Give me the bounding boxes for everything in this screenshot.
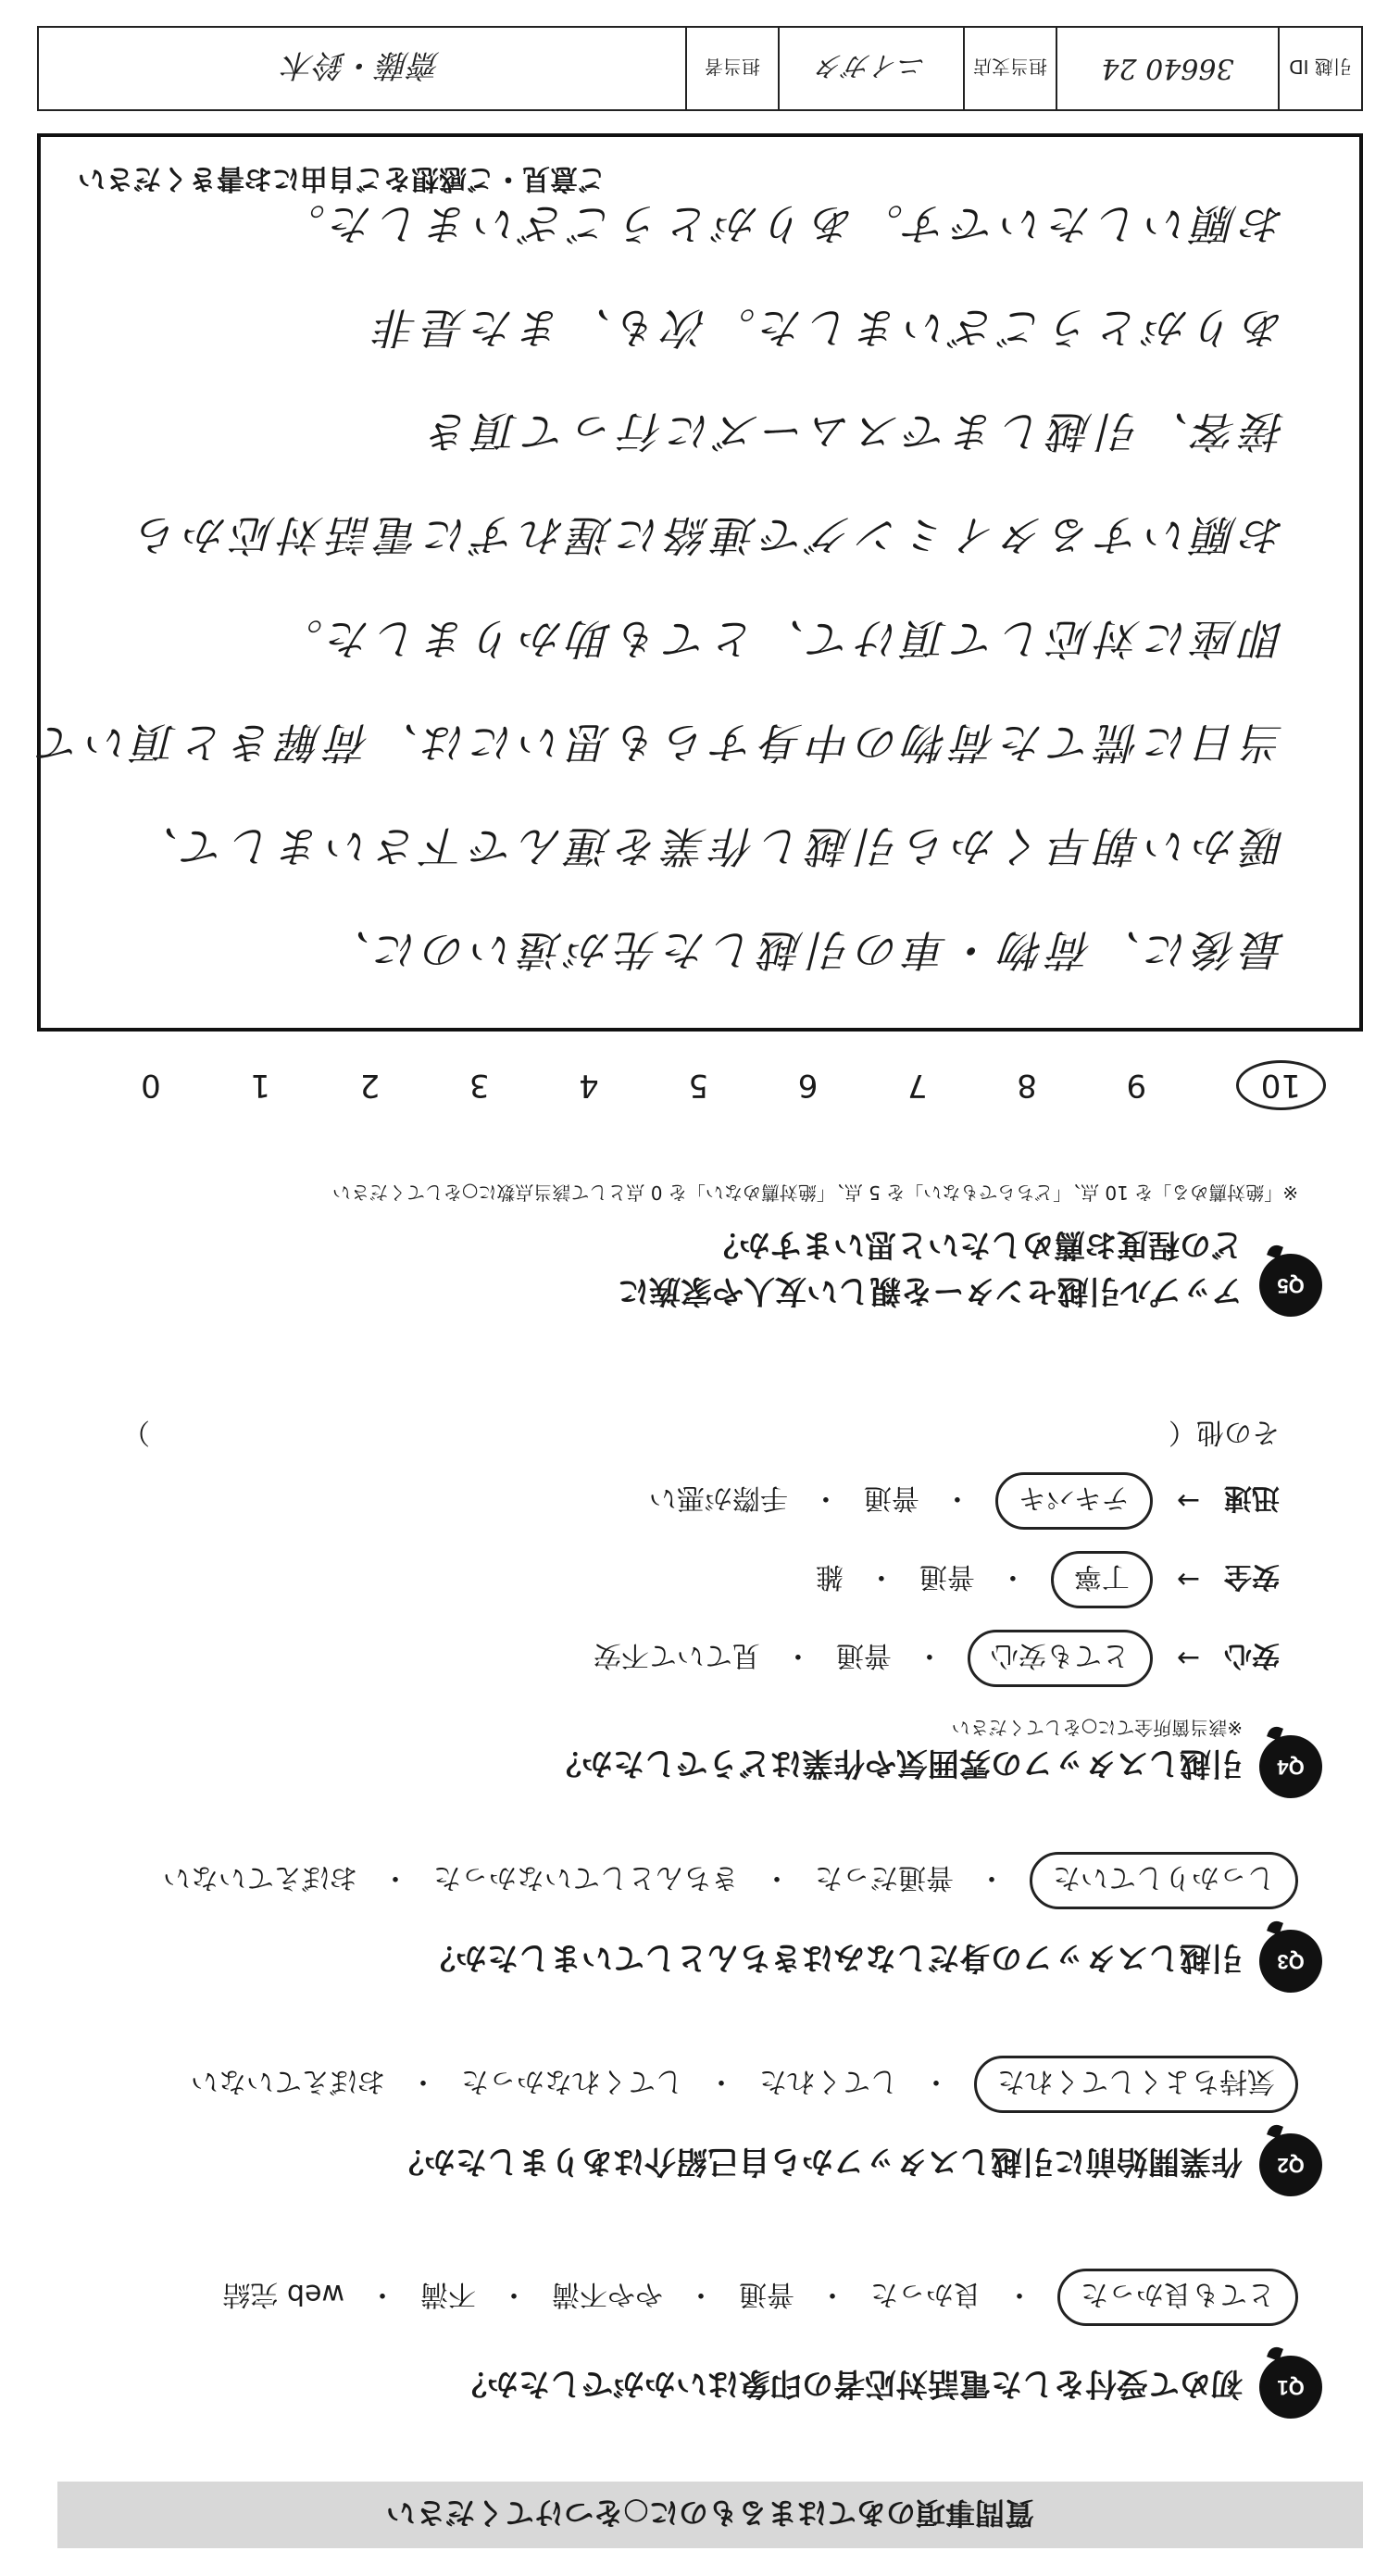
option[interactable]: 普通 — [863, 1482, 919, 1514]
option[interactable]: 手際が悪い — [648, 1482, 788, 1514]
option[interactable]: 普通 — [919, 1560, 975, 1593]
option[interactable]: 普通 — [835, 1639, 892, 1671]
q2-options: 気持ちよくしてくれた ・ してくれた ・ してくれなかった ・ おぼえていない — [191, 2056, 1298, 2113]
option[interactable]: やや不満 — [552, 2278, 663, 2310]
q5-text-line2: どの程度お薦めしたいと思いますか？ — [707, 1226, 1243, 1263]
scale-8[interactable]: 8 — [1017, 1067, 1037, 1104]
option[interactable]: きちんとしていなかった — [433, 1861, 739, 1894]
q4-row-anshin: 安心 → とても安心 ・ 普通 ・ 見ていて不安 — [594, 1630, 1280, 1687]
comment-box — [33, 133, 1363, 1032]
q1-options: とても良かった ・ 良かった ・ 普通 ・ やや不満 ・ 不満 ・ web 完結 — [222, 2269, 1298, 2326]
scale-5[interactable]: 5 — [688, 1067, 709, 1104]
nps-scale — [141, 1053, 1326, 1118]
id-label: 引越 ID — [1278, 28, 1361, 109]
q4-other — [122, 1415, 1280, 1456]
option[interactable]: 気持ちよくしてくれた — [974, 2056, 1298, 2113]
scale-1[interactable]: 1 — [250, 1067, 270, 1104]
row-label: 迅速 — [1224, 1482, 1280, 1514]
scale-6[interactable]: 6 — [797, 1067, 819, 1104]
option[interactable]: とても安心 — [968, 1630, 1153, 1687]
q5-text-line1: アップル引越センターを親しい友人や家族に — [618, 1272, 1243, 1309]
q5-badge: Q5 — [1259, 1254, 1322, 1317]
staff-value: 齋藤・鈴木 — [283, 46, 441, 84]
q1-badge: Q1 — [1259, 2356, 1322, 2419]
scale-2[interactable]: 2 — [359, 1067, 381, 1104]
q3-options: しっかりしていた ・ 普通だった ・ きちんとしていなかった ・ おぼえていない — [163, 1852, 1298, 1909]
option[interactable]: おぼえていない — [163, 1861, 357, 1894]
option[interactable]: 普通 — [739, 2278, 794, 2310]
q4-row-anzen: 安全 → 丁寧 ・ 普通 ・ 雑 — [816, 1551, 1280, 1608]
comment-title: ご意見・ご感想をご自由にお書きください — [78, 162, 606, 194]
option[interactable]: 不満 — [420, 2278, 476, 2310]
instruction-banner — [57, 2482, 1363, 2548]
header-table — [37, 26, 1363, 111]
scale-9[interactable]: 9 — [1126, 1067, 1147, 1104]
scale-10[interactable]: 10 — [1236, 1060, 1326, 1110]
row-label: 安心 — [1224, 1639, 1280, 1671]
other-label: その他（ — [1169, 1416, 1280, 1448]
row-label: 安全 — [1224, 1560, 1280, 1593]
scale-3[interactable]: 3 — [469, 1067, 490, 1104]
comment-line: 暖かい朝早くから引越し作業を運んで下さいまして、 — [130, 821, 1285, 871]
q3-text: 引越しスタッフの身だしなみはきちんとしていましたか？ — [424, 1939, 1243, 1976]
staff-label: 担当者 — [685, 28, 778, 109]
option[interactable]: おぼえていない — [191, 2065, 385, 2097]
instruction-text: 質問事項のあてはまるものに○をつけてください — [386, 2495, 1034, 2531]
comment-line: ありがとうございました。次も、また是非 — [370, 303, 1285, 353]
branch-label: 担当支店 — [963, 28, 1056, 109]
option[interactable]: テキパキ — [995, 1472, 1153, 1530]
q4-badge: Q4 — [1259, 1735, 1322, 1798]
q4-text: 引越しスタッフの雰囲気や作業はどうでしたか？ — [550, 1744, 1243, 1782]
option[interactable]: してくれなかった — [461, 2065, 683, 2097]
branch-value: ニイガタ — [778, 28, 963, 109]
option[interactable]: 丁寧 — [1051, 1551, 1153, 1608]
scale-7[interactable]: 7 — [906, 1067, 928, 1104]
q2-text: 作業開始前に引越しスタッフから自己紹介はありましたか？ — [393, 2143, 1243, 2180]
comment-line: 接客、引越しまでスムーズに行って頂き — [422, 406, 1285, 456]
q1-text: 初めて受付をした電話対応者の印象はいかがでしたか？ — [456, 2365, 1243, 2402]
q5-note: ※「絶対薦める」を 10 点、「どちらでもない」を 5 点、「絶対薦めない」を 0 点として該当点数に○をしてください — [331, 1182, 1298, 1204]
q3-badge: Q3 — [1259, 1930, 1322, 1993]
q4-row-jinsoku: 迅速 → テキパキ ・ 普通 ・ 手際が悪い — [649, 1472, 1280, 1530]
option[interactable]: web 完結 — [222, 2278, 344, 2310]
scale-4[interactable]: 4 — [579, 1067, 599, 1104]
id-value: 36640 24 — [1056, 28, 1278, 109]
q2-badge: Q2 — [1259, 2133, 1322, 2196]
option[interactable]: 見ていて不安 — [593, 1639, 760, 1671]
option[interactable]: してくれた — [759, 2065, 898, 2097]
option[interactable]: とても良かった — [1057, 2269, 1298, 2326]
other-close: ） — [122, 1416, 150, 1448]
option[interactable]: 雑 — [815, 1560, 844, 1593]
option[interactable]: 良かった — [870, 2278, 981, 2310]
scale-0[interactable]: 0 — [141, 1067, 161, 1104]
comment-line: 即座に対応して頂けて、とても助かりました。 — [274, 614, 1285, 664]
comment-line: お願いしたいです。ありがとうございました。 — [277, 199, 1285, 249]
comment-line: 当日に慌てた荷物の中身すらも思いには、荷解きと頂いて — [33, 718, 1285, 768]
q4-note: ※該当箇所全てに○をしてください — [951, 1717, 1243, 1739]
option[interactable]: 普通だった — [815, 1861, 954, 1894]
comment-line: お願いするタイミングで連絡に遅れずに電話対応から — [131, 510, 1285, 560]
option[interactable]: しっかりしていた — [1030, 1852, 1298, 1909]
comment-line: 最後に、荷物・車の引越した先が遠いのに、 — [322, 925, 1285, 975]
